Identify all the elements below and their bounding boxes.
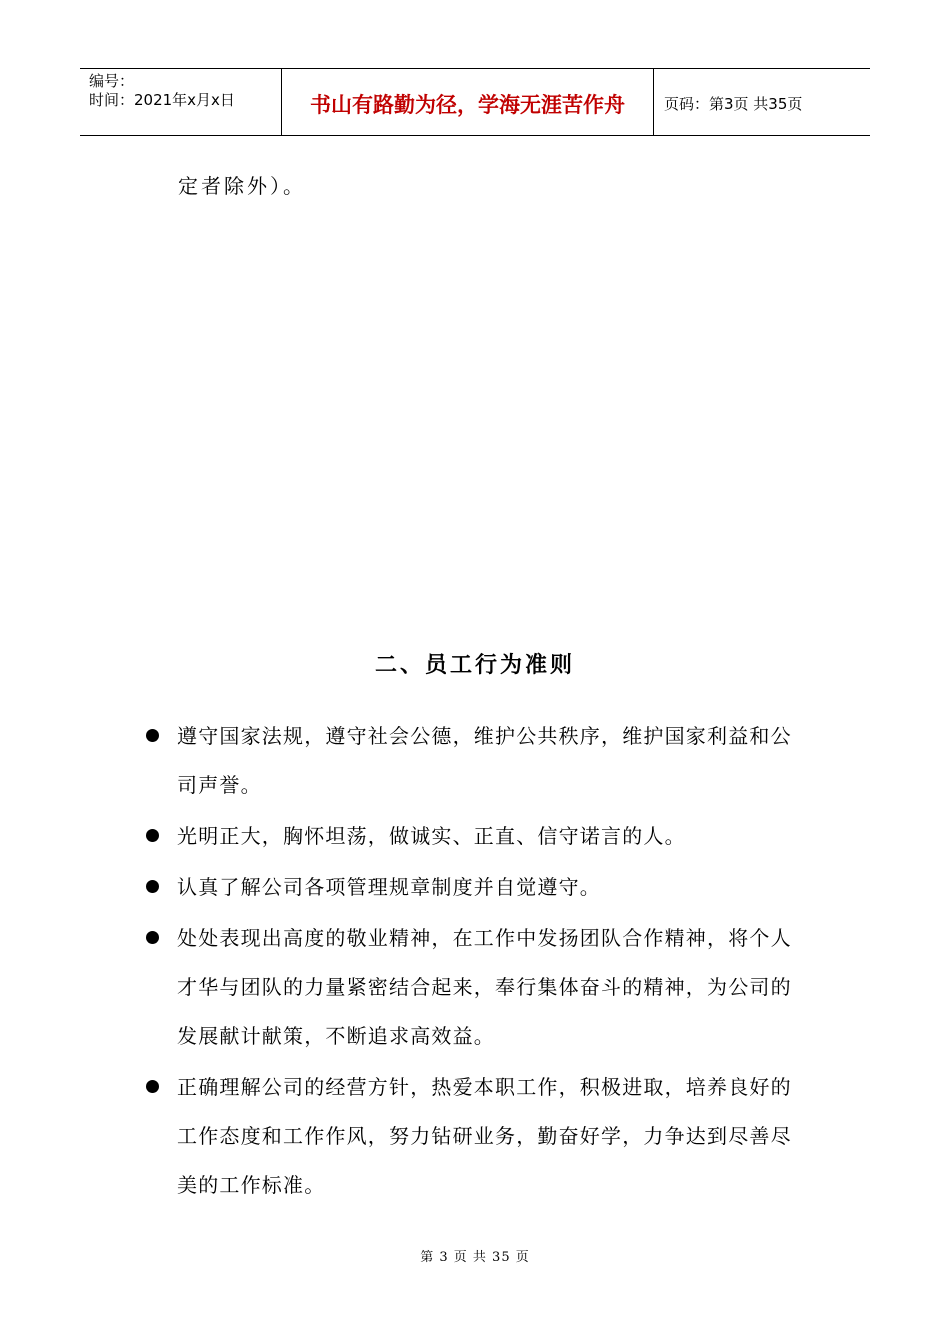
bullet-icon <box>146 829 159 842</box>
list-item <box>0 914 804 1061</box>
header-meta <box>80 69 282 135</box>
list-item <box>0 1063 804 1210</box>
list-item-text: 光明正大，胸怀坦荡，做诚实、正直、信守诺言的人。 <box>177 824 686 848</box>
list-item-text: 正确理解公司的经营方针，热爱本职工作，积极进取，培养良好的工作态度和工作作风，努力钻研业务，勤奋好学，力争达到尽善尽美的工作标准。 <box>177 1075 792 1197</box>
page-footer: 第 3 页 共 35 页 <box>420 1250 530 1265</box>
list-item <box>0 712 804 810</box>
list-item <box>0 863 804 912</box>
bullet-icon <box>146 729 159 742</box>
list-item-text: 遵守国家法规，遵守社会公德，维护公共秩序，维护国家利益和公司声誉。 <box>177 724 792 797</box>
section-title: 二、员工行为准则 <box>374 653 575 678</box>
bullet-icon <box>146 1080 159 1093</box>
rules-list <box>0 712 804 1212</box>
page-header <box>80 68 870 136</box>
bullet-icon <box>146 880 159 893</box>
header-page-info: 页码：第3页 共35页 <box>664 94 803 113</box>
document-date: 时间：2021年x月x日 <box>89 91 235 109</box>
document-number: 编号： <box>89 72 135 90</box>
continuation-text: 定者除外）。 <box>178 174 306 198</box>
list-item-text: 处处表现出高度的敬业精神，在工作中发扬团队合作精神，将个人才华与团队的力量紧密结合起来，奉行集体奋斗的精神，为公司的发展献计献策，不断追求高效益。 <box>177 926 792 1048</box>
header-motto: 书山有路勤为径，学海无涯苦作舟 <box>282 69 654 135</box>
bullet-icon <box>146 931 159 944</box>
list-item-text: 认真了解公司各项管理规章制度并自觉遵守。 <box>177 875 601 899</box>
list-item <box>0 812 804 861</box>
